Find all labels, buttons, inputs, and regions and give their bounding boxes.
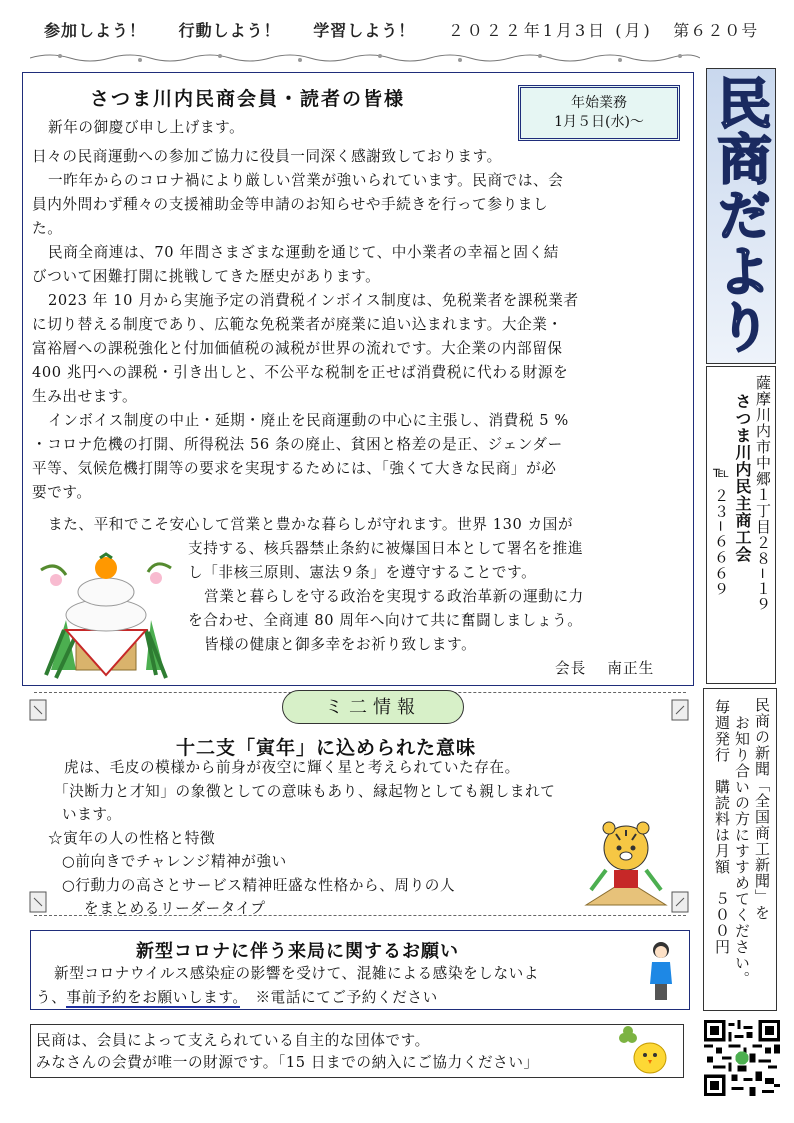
mini-line: 「決断力と才知」の象徴としての意味もあり、縁起物としても親しまれて — [54, 783, 556, 800]
body-line: 皆様の健康と御多幸をお祈り致します。 — [204, 636, 477, 653]
qr-code[interactable] — [704, 1020, 780, 1096]
masthead — [706, 68, 776, 364]
tiger-illustration — [576, 810, 676, 910]
address-line: 薩摩川内市中郷１丁目２８−１９ — [754, 375, 772, 613]
body-line: し「非核三原則、憲法９条」を遵守することです。 — [188, 564, 537, 581]
body-line: 員内外問わず種々の支援補助金等申請のお知らせや手続きを行って参りまし — [32, 196, 549, 213]
body-line: 要です。 — [32, 484, 92, 501]
mini-line: ○行動力の高さとサービス精神旺盛な性格から、周りの人 — [62, 877, 456, 894]
slogan-learn: 学習しよう！ — [313, 21, 416, 40]
issue-number: 第６２０号 — [673, 21, 759, 40]
corona-line-suffix: ※電話にてご予約ください — [240, 989, 438, 1006]
paperclip-icon — [24, 888, 52, 916]
newspaper-ad-box — [703, 688, 777, 1011]
mini-info-title: 十二支「寅年」に込められた意味 — [176, 737, 477, 759]
notice-heading: 年始業務 — [571, 95, 627, 111]
body-line: びついて困難打開に挑戦してきた歴史があります。 — [32, 268, 381, 285]
notice-date: 1月５日(水)〜 — [554, 114, 644, 130]
body-line: インボイス制度の中止・延期・廃止を民商運動の中心に主張し、消費税 5 % — [48, 412, 569, 429]
organization-name: さつま川内民主商工会 — [733, 393, 752, 563]
kagami-mochi-illustration — [36, 540, 176, 680]
new-year-hours-notice — [518, 85, 680, 141]
phone-number: ℡ ２３−６６６９ — [712, 463, 730, 598]
mini-line: ☆寅年の人の性格と特徴 — [48, 830, 216, 847]
corona-line-2 — [36, 986, 438, 1010]
body-line: 生み出せます。 — [32, 388, 138, 405]
ad-line: お知り合いの方にすすめてください。 — [733, 715, 751, 987]
body-line: 日々の民商運動への参加ご協力に役員一同深く感謝致しております。 — [32, 148, 502, 165]
chick-clover-illustration — [614, 1026, 670, 1076]
staff-woman-illustration — [646, 940, 676, 1004]
body-line: 民商全商連は、70 年間さまざまな運動を通じて、中小業者の幸福と固く結 — [48, 244, 559, 261]
paperclip-icon — [666, 696, 694, 724]
header-slogans — [44, 18, 758, 41]
body-line: また、平和でこそ安心して営業と豊かな暮らしが守れます。世界 130 カ国が — [48, 516, 574, 533]
main-title: さつま川内民商会員・読者の皆様 — [90, 88, 406, 110]
mini-line: をまとめるリーダータイプ — [84, 900, 266, 917]
body-line: ・コロナ危機の打開、所得税法 56 条の廃止、貧困と格差の是正、ジェンダー — [32, 436, 563, 453]
issue-date: ２０２２年1月3日 (月) — [447, 21, 653, 40]
body-line: 2023 年 10 月から実施予定の消費税インボイス制度は、免税業者を課税業者 — [48, 292, 579, 309]
mini-line: 虎は、毛皮の模様から前身が夜空に輝く星と考えられていた存在。 — [64, 759, 520, 776]
slogan-act: 行動しよう！ — [178, 21, 281, 40]
body-line: 平等、気候危機打開等の要求を実現するためには、「強くて大きな民商」が必 — [32, 460, 557, 477]
footer-line: 民商は、会員によって支えられている自主的な団体です。 — [36, 1032, 430, 1049]
body-line: 新年の御慶び申し上げます。 — [48, 119, 245, 136]
body-line: 一昨年からのコロナ禍により厳しい営業が強いられています。民商では、会 — [48, 172, 564, 189]
paperclip-icon — [24, 696, 52, 724]
corona-line-prefix: う、 — [36, 989, 67, 1006]
body-line: た。 — [32, 220, 63, 237]
vine-divider — [30, 52, 700, 64]
body-line: に切り替える制度であり、広範な免税業者が廃業に追い込まれます。大企業・ — [32, 316, 563, 333]
mini-line: います。 — [62, 806, 122, 823]
ad-line: 毎週発行 購読料は月額 ５００円 — [713, 699, 731, 955]
corona-notice-title: 新型コロナに伴う来局に関するお願い — [136, 941, 459, 962]
footer-line: みなさんの会費が唯一の財源です。「15 日までの納入にご協力ください」 — [36, 1054, 539, 1071]
address-box — [706, 366, 776, 684]
body-line: 支持する、核兵器禁止条約に被爆国日本として署名を推進 — [188, 540, 584, 557]
reservation-request: 事前予約をお願いします。 — [66, 989, 241, 1006]
mini-info-label: ミ二情報 — [282, 690, 464, 724]
signature: 会長 南正生 — [555, 660, 655, 677]
ad-line: 民商の新聞「全国商工新聞」を — [753, 697, 771, 921]
body-line: を合わせ、全商連 80 周年へ向けて共に奮闘しましょう。 — [188, 612, 583, 629]
slogan-participate: 参加しよう！ — [44, 21, 147, 40]
corona-line: 新型コロナウイルス感染症の影響を受けて、混雑による感染をしないよ — [54, 965, 540, 982]
body-line: 営業と暮らしを守る政治を実現する政治革新の運動に力 — [204, 588, 584, 605]
body-line: 富裕層への課税強化と付加価値税の減税が世界の流れです。大企業の内部留保 — [32, 340, 563, 357]
mini-line: ○前向きでチャレンジ精神が強い — [62, 853, 287, 870]
masthead-title: 民商だより — [709, 75, 772, 355]
body-line: 400 兆円への課税・引き出しと、不公平な税制を正せば消費税に代わる財源を — [32, 364, 569, 381]
